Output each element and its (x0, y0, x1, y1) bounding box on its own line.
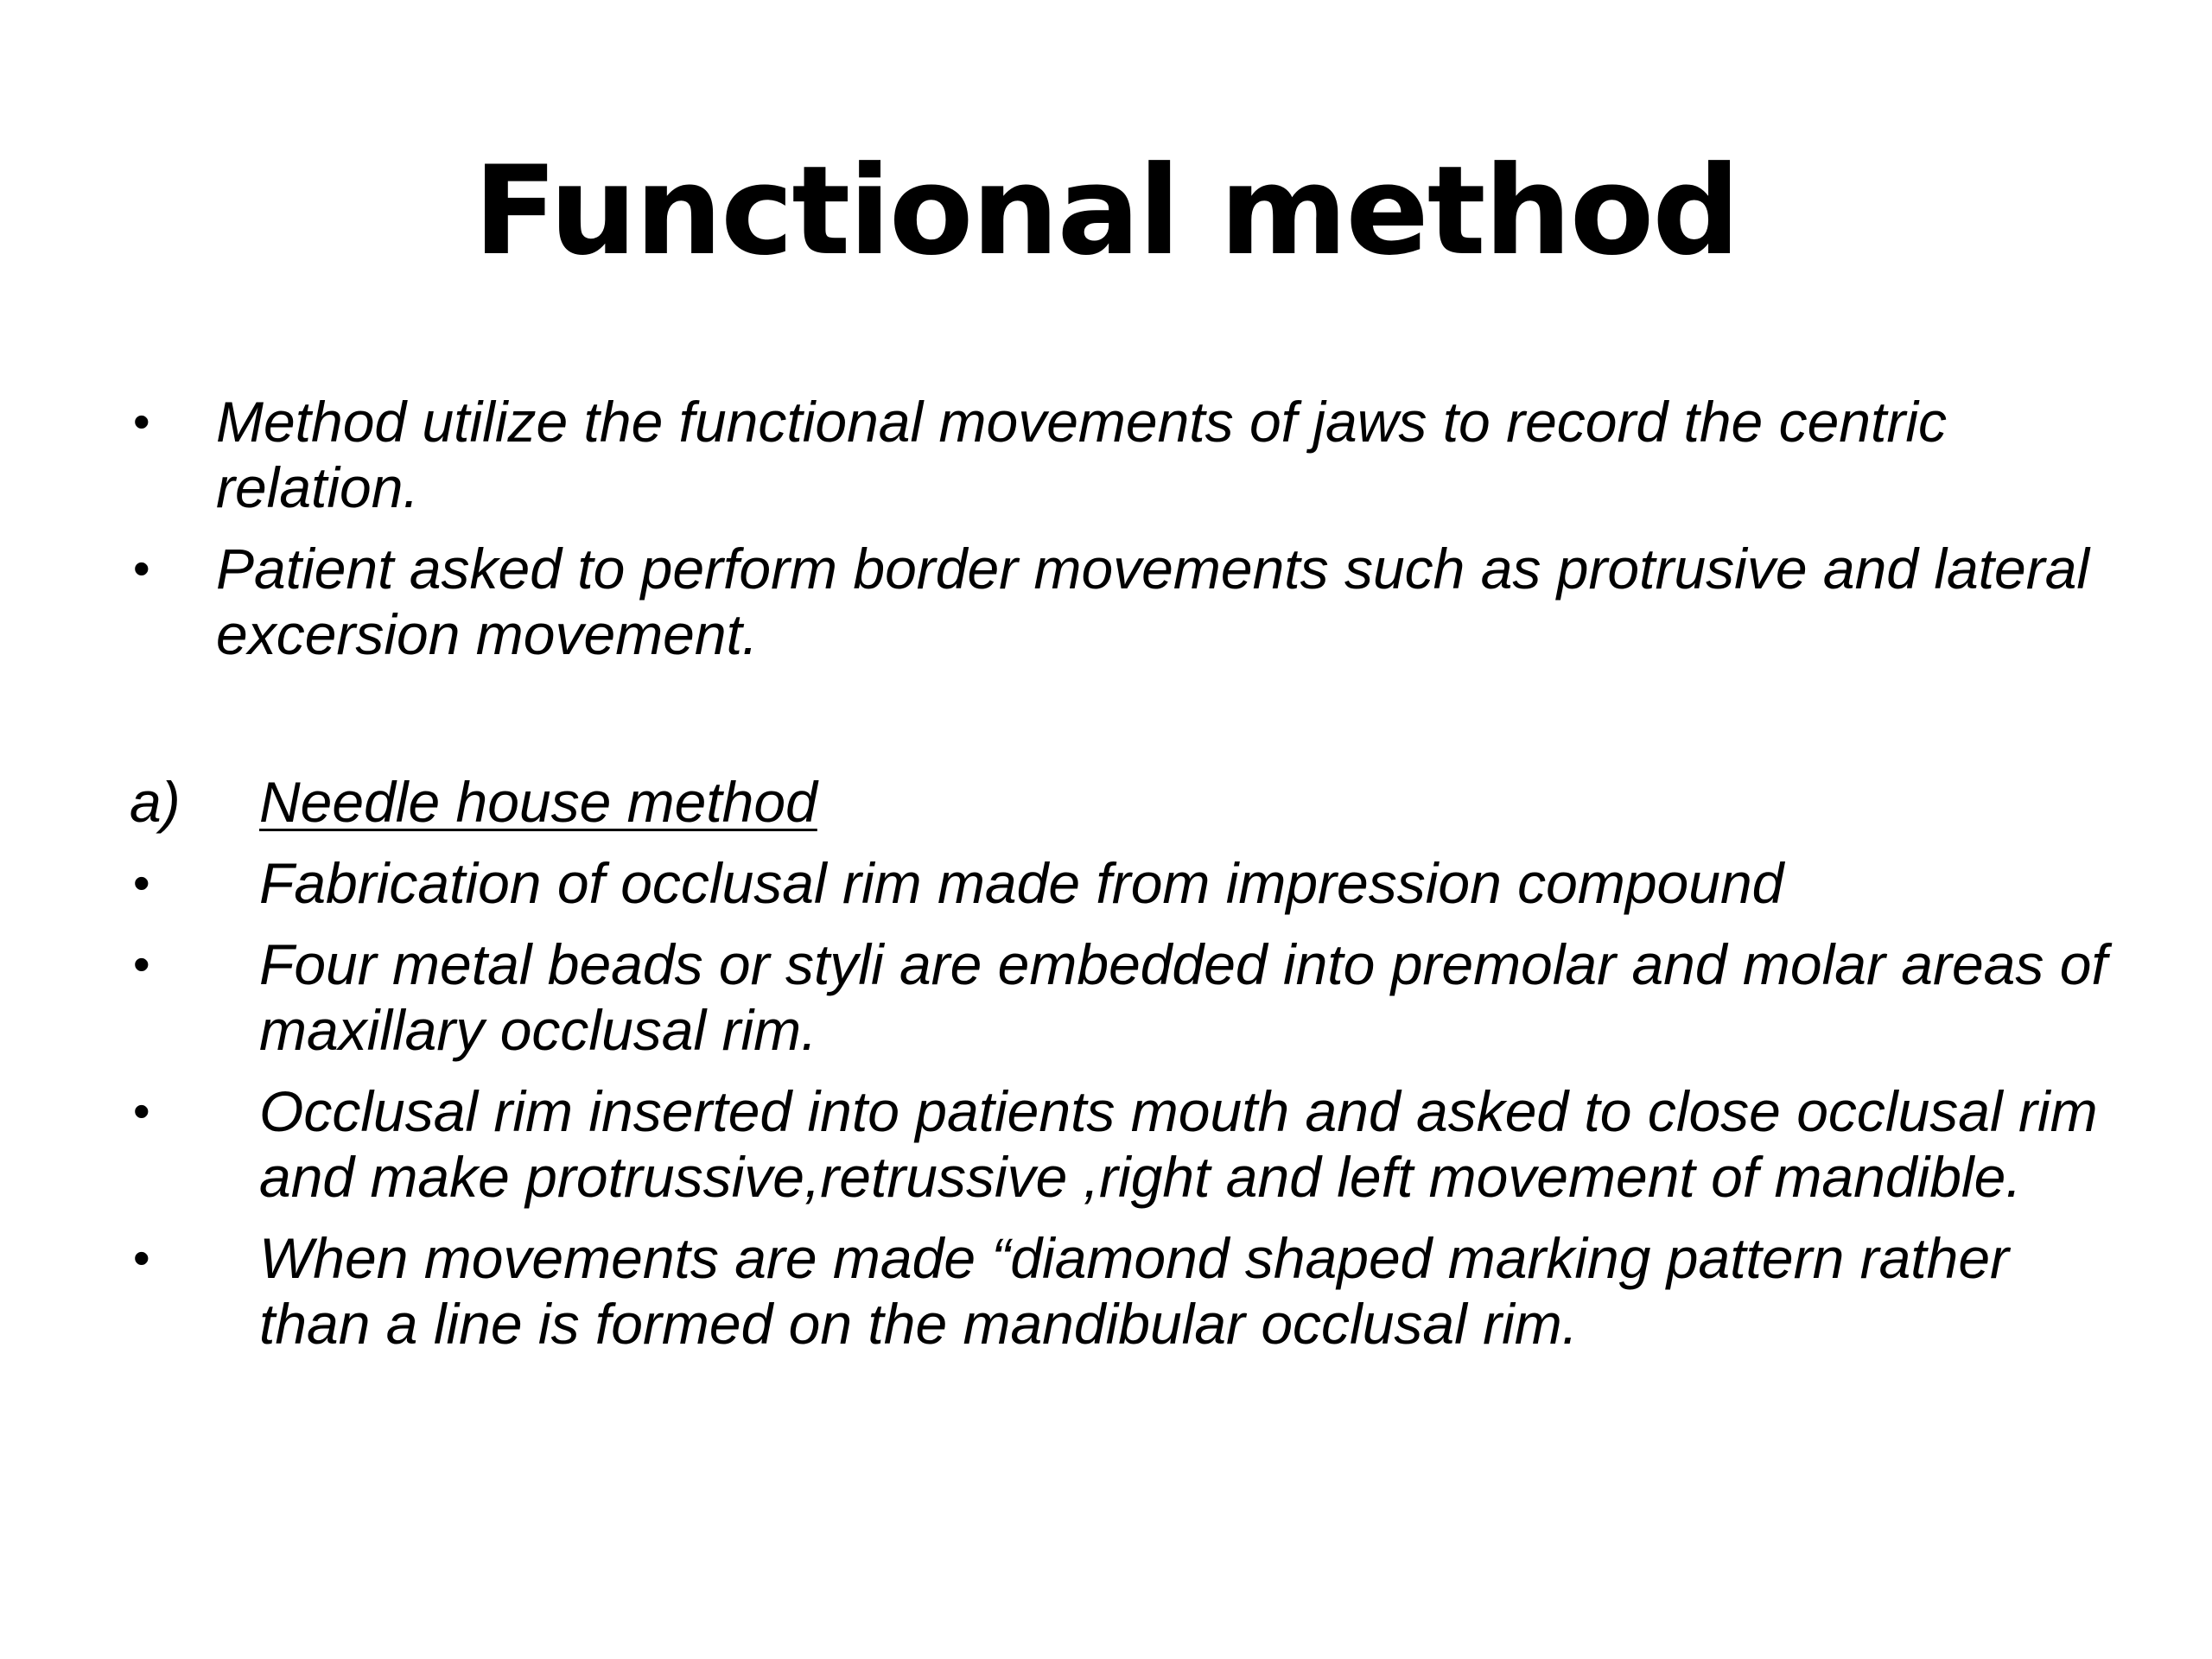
bullet-marker: • (133, 1084, 150, 1138)
sub-bullet-4 (130, 1225, 2117, 1357)
intro-bullet-list (130, 389, 2117, 667)
bullet-marker: • (133, 1230, 150, 1285)
bullet-text: Patient asked to perform border movements such as protrusive and lateral excersion movement. (216, 537, 2090, 666)
subsection-heading (130, 769, 2117, 835)
sub-bullet-2 (130, 931, 2117, 1063)
section-spacer (130, 683, 2117, 769)
intro-bullet-1 (130, 389, 2117, 520)
intro-bullet-2 (130, 536, 2117, 667)
bullet-text: Fabrication of occlusal rim made from impression compound (259, 851, 1784, 915)
slide-title: Functional method (474, 140, 1738, 283)
subsection-letter: a) (130, 770, 181, 834)
bullet-marker: • (133, 394, 150, 448)
bullet-text: When movements are made “diamond shaped marking pattern rather than a line is formed on the mandibular occlusal rim. (259, 1226, 2010, 1356)
bullet-marker: • (133, 541, 150, 595)
bullet-marker: • (133, 937, 150, 991)
needle-house-section (130, 769, 2117, 1357)
subsection-heading-text: Needle house method (259, 770, 817, 834)
sub-bullet-1 (130, 850, 2117, 916)
bullet-text: Four metal beads or styli are embedded into premolar and molar areas of maxillary occlusal rim. (259, 932, 2107, 1062)
sub-bullet-3 (130, 1078, 2117, 1210)
bullet-marker: • (133, 855, 150, 910)
bullet-text: Occlusal rim inserted into patients mouth and asked to close occlusal rim and make protrussive,retrussive ,right and left movement of mandible. (259, 1079, 2098, 1209)
slide-body (130, 389, 2117, 1372)
bullet-text: Method utilize the functional movements of jaws to record the centric relation. (216, 390, 1947, 519)
